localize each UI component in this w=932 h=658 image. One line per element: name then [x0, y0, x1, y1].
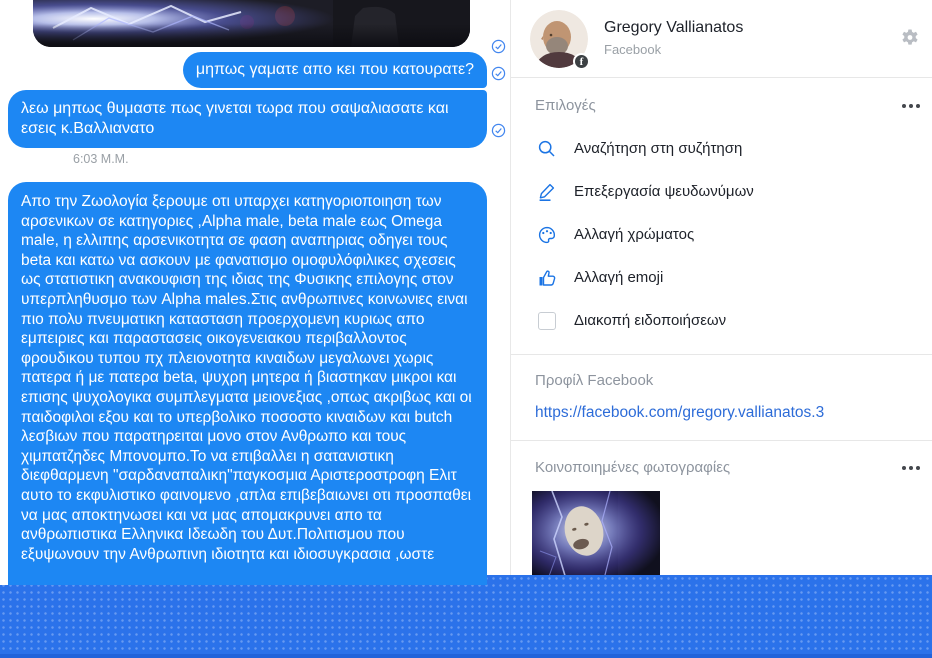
option-label: Αλλαγή χρώματος: [574, 226, 695, 243]
option-label: Επεξεργασία ψευδωνύμων: [574, 183, 754, 200]
contact-subtitle: Facebook: [604, 42, 662, 57]
option-search-conversation[interactable]: [511, 127, 932, 170]
search-icon: [535, 139, 559, 159]
option-label: Αλλαγή emoji: [574, 269, 664, 286]
option-change-color[interactable]: [511, 213, 932, 256]
options-section: [511, 78, 932, 342]
mute-checkbox[interactable]: [538, 312, 556, 330]
contact-header: [511, 0, 932, 78]
contact-name: Gregory Vallianatos: [604, 19, 744, 36]
message-text: μηπως γαματε απο κει που κατουρατε?: [195, 61, 474, 78]
photos-more-button[interactable]: [900, 460, 922, 476]
profile-title: Προφίλ Facebook: [535, 372, 654, 389]
pencil-icon: [535, 182, 559, 202]
blue-overlay: [0, 575, 932, 658]
facebook-badge-icon: f: [573, 53, 590, 70]
option-change-emoji[interactable]: [511, 256, 932, 299]
lightning-photo: [33, 0, 470, 47]
long-message-bubble[interactable]: [8, 182, 487, 585]
sent-circle-check-icon: [491, 39, 506, 54]
shared-photo-thumbnail[interactable]: [532, 491, 660, 579]
sent-circle-check-icon: [491, 123, 506, 138]
message-text: Απο την Ζωολογία ξερουμε οτι υπαρχει κατηγοριοποιηση των αρσενικων σε κατηγοριες ,Alpha male, beta male εως Omega male, η ελλιπης αρσενικοτητα σε φαση αναπηριας οδηγει τους beta και κατω να ασκουν με φανατισμο ομοφυλόφιλικες σχεσεις ως στατιστικη ανακουφιση της ιδιας της Φυσικης επιλογης στον υπερπληθυσμο των Alpha males.Στις ανθρωπινες κοινωνιες ειναι πιο πολυ πνευματικη κατασταση προερχομενη κυριως απο εμπειριες και παραστασεις οικογενειακου περιβαλλοντος φρουδικου τυπου πχ πλειονοτητα κιναιδων μεγαλωνει χωρις πατερα ή με πατερα beta, ψυχρη μητερα ή βιαστηκαν μικροι και επισης ψυχολογικα συμπλεγματα μειονεξιας ,οπως ακριβως και οι παιδοφιλοι εξου και το υπερβολικο ποσοστο κιναιδων και butch λεσβιων που παρατηρειται μονο στον Ανθρωπο και τους χιμπατζηδες Μπονομπο.Το να επιβαλλει η σατανιστικη διεφθαρμενη "σαρδαναπαλικη"παγκοσμια Αριστεροστροφη Ελιτ αυτο το εκφυλιστικο φαινομενο ,απλα επιβεβαιωνει οτι προσπαθει να μας αποκτηνωσει και να μας απομακρυνει απο τα ανθρωπιστικα Ελληνικα Ιδεωδη του Δυτ.Πολιτισμου που εξυψωνουν την Ανθρωπινη ιδιοτητα και ιδιοσυγκρασια ,ωστε: [21, 193, 472, 563]
avatar[interactable]: [530, 10, 588, 68]
option-label: Αναζήτηση στη συζήτηση: [574, 140, 743, 157]
profile-link[interactable]: https://facebook.com/gregory.vallianatos.3: [535, 404, 825, 421]
message-text: λεω μηπως θυμαστε πως γινεται τωρα που σαψαλιασατε και εσεις κ.Βαλλιανατο: [21, 100, 449, 137]
option-mute-notifications[interactable]: [511, 299, 932, 342]
chat-left-margin: [0, 575, 8, 585]
options-more-button[interactable]: [900, 98, 922, 114]
laughing-man-lightning-photo: [532, 491, 660, 579]
palette-icon: [535, 225, 559, 245]
overlay-bottom-strip: [0, 654, 932, 658]
message-bubble[interactable]: [183, 52, 487, 88]
profile-section: [511, 354, 932, 440]
message-bubble[interactable]: [8, 90, 487, 148]
options-title: Επιλογές: [535, 97, 596, 114]
photos-title: Κοινοποιημένες φωτογραφίες: [535, 459, 731, 476]
option-label: Διακοπή ειδοποιήσεων: [574, 312, 727, 329]
conversation-details-panel: [511, 0, 932, 575]
thumbs-up-icon: [535, 268, 559, 288]
shared-image-message[interactable]: [33, 0, 470, 47]
sent-circle-check-icon: [491, 66, 506, 81]
option-edit-nicknames[interactable]: [511, 170, 932, 213]
shared-photos-section: [511, 440, 932, 579]
message-timestamp: 6:03 Μ.Μ.: [73, 152, 129, 166]
settings-gear-icon[interactable]: [900, 28, 920, 47]
